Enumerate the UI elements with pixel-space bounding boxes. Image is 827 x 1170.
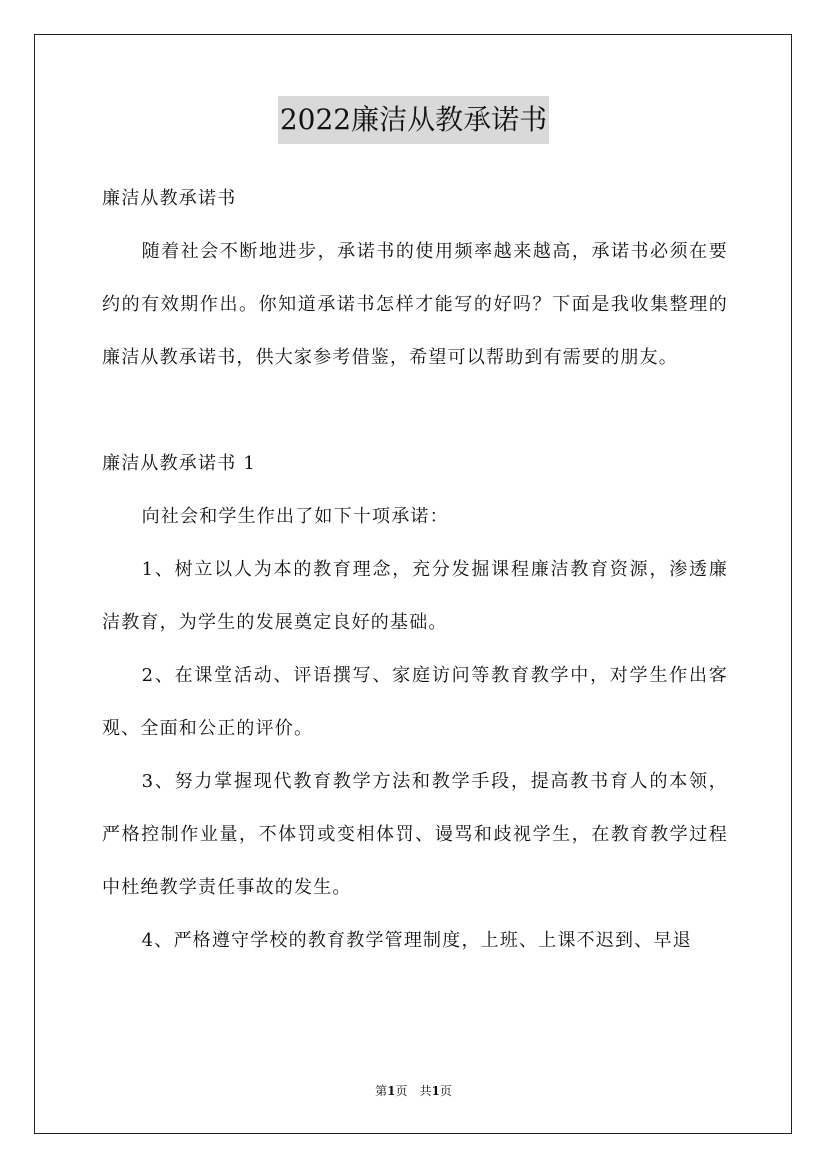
body-paragraph: 2、在课堂活动、评语撰写、家庭访问等教育教学中，对学生作出客观、全面和公正的评价。: [102, 665, 728, 739]
page-label-suffix: 页: [439, 1084, 452, 1098]
section-title: 廉洁从教承诺书 1: [102, 453, 256, 474]
document-body: [102, 172, 728, 967]
page-total-number: 1: [431, 1084, 440, 1098]
title-container: [0, 96, 827, 144]
body-paragraph: 1、树立以人为本的教育理念，充分发掘课程廉洁教育资源，渗透廉洁教育，为学生的发展奠定良好的基础。: [102, 559, 728, 633]
page-label-mid: 页 共: [395, 1084, 432, 1098]
body-paragraph: 4、严格遵守学校的教育教学管理制度，上班、上课不迟到、早退: [141, 930, 692, 951]
paragraph-gap: [102, 384, 728, 437]
document-title: 2022廉洁从教承诺书: [278, 96, 549, 144]
page-footer: [0, 1083, 827, 1099]
intro-paragraph: 随着社会不断地进步，承诺书的使用频率越来越高，承诺书必须在要约的有效期作出。你知道承诺书怎样才能写的好吗？下面是我收集整理的廉洁从教承诺书，供大家参考借鉴，希望可以帮助到有需要的朋友。: [102, 241, 728, 368]
document-heading: 廉洁从教承诺书: [102, 188, 237, 209]
body-paragraph: 向社会和学生作出了如下十项承诺：: [141, 506, 449, 527]
page-label-prefix: 第: [375, 1084, 388, 1098]
page-current-number: 1: [387, 1084, 396, 1098]
body-paragraph: 3、努力掌握现代教育教学方法和教学手段，提高教书育人的本领，严格控制作业量，不体罚或变相体罚、谩骂和歧视学生，在教育教学过程中杜绝教学责任事故的发生。: [102, 771, 728, 898]
